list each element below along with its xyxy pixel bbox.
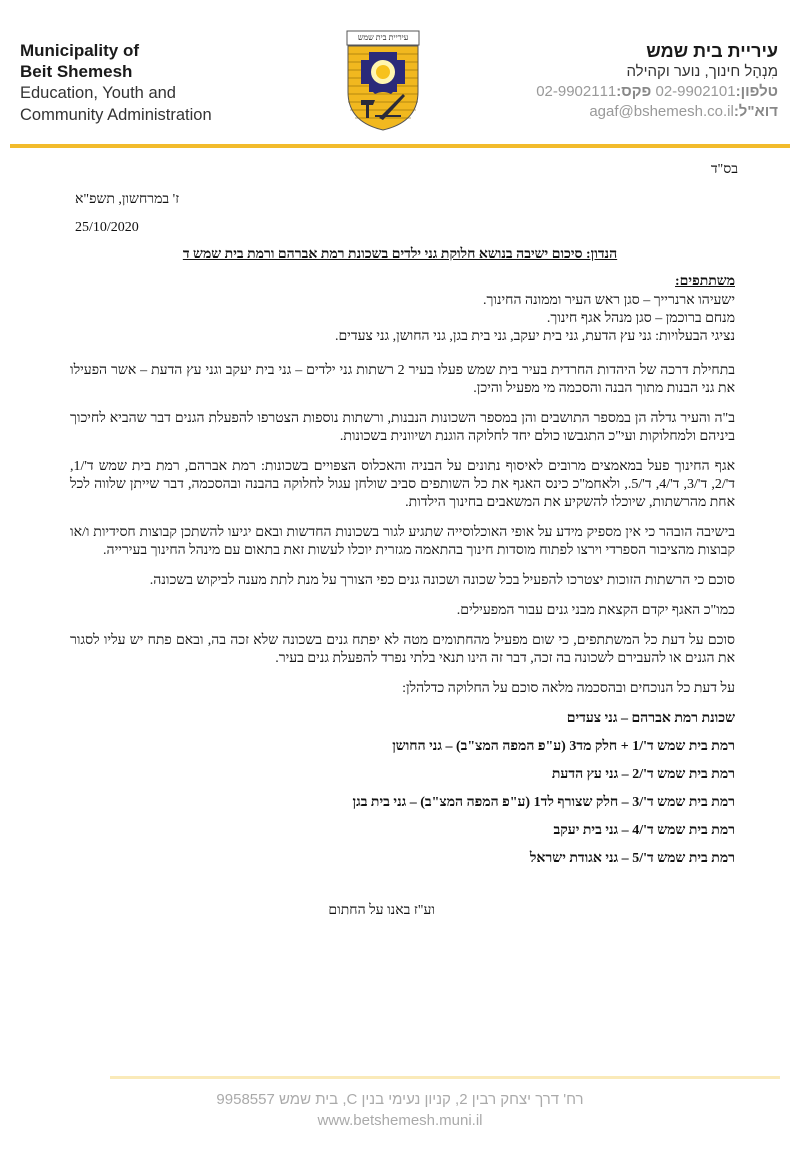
municipality-hebrew-title: עיריית בית שמש	[646, 41, 778, 61]
paragraph: על דעת כל הנוכחים ובהסכמה מלאה סוכם על החלוקה כדלהלן:	[402, 681, 735, 696]
allocation-item: רמת בית שמש ד'/2 – גני עץ הדעת	[551, 767, 735, 782]
paragraph: סוכם כי הרשתות הזוכות יצטרכו להפעיל בכל שכונה ושכונה גנים כפי הצורך על מנת לתת מענה לביקוש בשכונה.	[149, 573, 735, 588]
paragraph: אגף החינוך פעל במאמצים מרובים לאיסוף נתונים על הבניה והאכלוס הצפויים בשכונות: רמת אברהם, רמת בית שמש ד'/1, ד'/2, ד'/3, ד'/4, ד'/5., ולאחמ"כ כינס האגף את כל השותפים סביב שולחן עגול לחלוקה בהבנה ובהסכמה, דבר שייתן שלווה לכל אחת מהרשתות, שיוכלו להשקיע את המשאבים בחינוך הילדות.	[70, 459, 735, 510]
paragraph: ב"ה והעיר גדלה הן במספר התושבים והן במספר השכונות הנבנות, ורשתות נוספות הצטרפו להפעלת הגנים דבר שהביא לחיכוך ביניהם ולמחלוקות ועי"כ התגבשו כולם יחד לחלוקה הוגנת ושיוונית בשכונות.	[70, 411, 735, 444]
allocation-item: רמת בית שמש ד'/1 + חלק מד3 (ע"פ המפה המצ"ב) – גני החושן	[392, 739, 735, 754]
municipality-emblem-logo	[345, 30, 421, 132]
paragraph: בישיבה הובהר כי אין מספיק מידע על אופי האוכלוסייה שתגיע לגור בשכונות החדשות ובאם יגיעו להשתכן קבוצות חסידיות ו/או קבוצות מהציבור הספרדי וירצו לפתוח מוסדות חינוך בהתאמה מגזרית יוכלו לעשות זאת בתאום עם מינהל החינוך בעירייה.	[70, 525, 735, 558]
footer-website[interactable]: www.betshemesh.muni.il	[317, 1112, 483, 1129]
gregorian-date: 25/10/2020	[75, 220, 139, 235]
participants-title: משתתפים:	[675, 274, 735, 289]
email-address[interactable]: agaf@bshemesh.co.il	[589, 103, 734, 120]
phone-label: טלפון:	[735, 83, 778, 100]
org-name-line2: Beit Shemesh	[20, 62, 133, 81]
letter-body	[70, 362, 735, 920]
dept-hebrew: מִנְהָל חינוך, נוער וקהילה	[626, 63, 778, 80]
participant-item: נציגי הבעלויות: גני עץ הדעת, גני בית יעקב, גני בית בגן, גני החושן, גני צעדים.	[334, 329, 735, 344]
header-english	[20, 40, 212, 126]
header-divider	[10, 144, 790, 148]
dept-line2: Community Administration	[20, 106, 212, 124]
header-hebrew	[536, 40, 778, 122]
allocation-item: שכונת רמת אברהם – גני צעדים	[566, 711, 735, 726]
org-name-line1: Municipality of	[20, 41, 139, 60]
contact-phone-line	[536, 82, 778, 102]
participant-item: מנחם ברוכמן – סגן מנהל אגף חינוך.	[546, 311, 735, 326]
hebrew-date: ז' במרחשון, תשפ"א	[75, 192, 180, 207]
fax-label: פקס:	[616, 83, 652, 100]
phone-number: 02-9902101	[655, 83, 736, 100]
contact-email-line	[536, 102, 778, 122]
dept-line1: Education, Youth and	[20, 84, 176, 102]
signoff: וע"ז באנו על החתום	[328, 903, 435, 918]
paragraph: סוכם על דעת כל המשתתפים, כי שום מפעיל מהחתומים מטה לא יפתח גנים בשכונה שלא זכה בה, ובאם פתח יש עליו לסגור את הגנים או להעבירם לשכונה בה זכה, דבר זה הינו תנאי בלתי נפרד להפעלת גנים בעיר.	[70, 633, 735, 666]
paragraph: בתחילת דרכה של היהדות החרדית בעיר בית שמש פעלו בעיר 2 רשתות גני ילדים – גני בית יעקב וגני עץ הדעת – אשר הפעילו את גני הבנות מתוך הבנה והסכמה מי מפעיל והיכן.	[70, 363, 735, 396]
footer-address: רח' דרך יצחק רבין 2, קניון נעימי בנין C, בית שמש 9958557	[216, 1091, 584, 1108]
bsd-mark: בס"ד	[710, 162, 738, 177]
allocation-item: רמת בית שמש ד'/4 – גני בית יעקב	[553, 823, 735, 838]
fax-number: 02-9902111	[536, 83, 617, 100]
paragraph: כמו"כ האגף יקדם הקצאת מבני גנים עבור המפעילים.	[456, 603, 735, 618]
email-label: דוא"ל:	[733, 103, 778, 120]
logo-caption: עיריית בית שמש	[357, 33, 409, 42]
allocation-item: רמת בית שמש ד'/3 – חלק שצורף לד1 (ע"פ המפה המצ"ב) – גני בית בגן	[352, 795, 735, 810]
participants-section	[335, 272, 735, 346]
allocation-item: רמת בית שמש ד'/5 – גני אגודת ישראל	[529, 851, 735, 866]
letter-subject: הנדון: סיכום ישיבה בנושא חלוקת גני ילדים בשכונת רמת אברהם ורמת בית שמש ד	[182, 247, 618, 262]
footer-divider	[110, 1076, 780, 1079]
participant-item: ישעיהו ארנרייך – סגן ראש העיר וממונה החינוך.	[483, 293, 735, 308]
